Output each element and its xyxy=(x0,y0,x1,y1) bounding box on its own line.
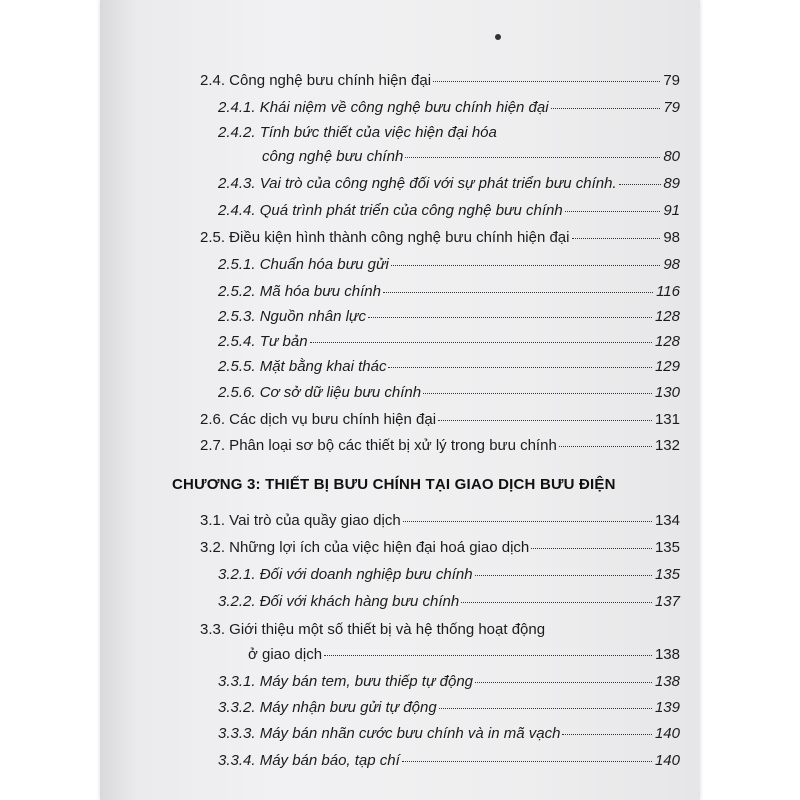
toc-entry-3-3-4 xyxy=(218,752,680,769)
toc-entry-2-5-3 xyxy=(218,308,680,325)
toc-page: 89 xyxy=(663,175,680,192)
toc-page: 128 xyxy=(654,308,680,325)
toc-entry-2-4-4 xyxy=(218,202,680,219)
toc-label: 2.5.1. Chuẩn hóa bưu gửi xyxy=(218,256,389,273)
chapter-heading: CHƯƠNG 3: THIẾT BỊ BƯU CHÍNH TẠI GIAO DỊCH BƯU ĐIỆN xyxy=(172,476,616,493)
dot-leader xyxy=(475,575,652,576)
dot-leader xyxy=(559,446,652,447)
toc-entry-2-4 xyxy=(200,72,680,89)
dot-leader xyxy=(388,367,652,368)
toc-label: ở giao dịch xyxy=(248,646,323,663)
dot-leader xyxy=(368,317,652,318)
toc-label: 2.5.6. Cơ sở dữ liệu bưu chính xyxy=(218,384,422,401)
toc-page: 129 xyxy=(654,358,680,375)
toc-page: 116 xyxy=(656,283,680,300)
toc-entry-3-3-1 xyxy=(218,673,680,690)
dot-leader xyxy=(403,521,652,522)
toc-page: 137 xyxy=(654,593,680,610)
toc-entry-2-5 xyxy=(200,229,680,246)
toc-entry-2-6 xyxy=(200,411,680,428)
toc-label: 2.5.5. Mặt bằng khai thác xyxy=(218,358,387,375)
book-page xyxy=(100,0,700,800)
dot-leader xyxy=(438,420,652,421)
toc-label: 2.6. Các dịch vụ bưu chính hiện đại xyxy=(200,411,437,428)
toc-label: 2.5. Điều kiện hình thành công nghệ bưu chính hiện đại xyxy=(200,229,570,246)
toc-page: 140 xyxy=(654,725,680,742)
toc-entry-2-4-3 xyxy=(218,175,680,192)
toc-page: 135 xyxy=(654,539,680,556)
dot-leader xyxy=(475,682,652,683)
toc-page: 132 xyxy=(654,437,680,454)
dot-leader xyxy=(531,548,652,549)
toc-label: 2.7. Phân loại sơ bộ các thiết bị xử lý trong bưu chính xyxy=(200,437,557,454)
toc-label: 3.3.1. Máy bán tem, bưu thiếp tự động xyxy=(218,673,473,690)
dot-leader xyxy=(562,734,652,735)
toc-label: 3.2. Những lợi ích của việc hiện đại hoá giao dịch xyxy=(200,539,530,556)
toc-page: 139 xyxy=(654,699,680,716)
dot-leader xyxy=(619,184,662,185)
toc-label: 2.5.4. Tư bản xyxy=(218,333,308,350)
toc-entry-2-4-1 xyxy=(218,99,680,116)
dot-leader xyxy=(402,761,652,762)
toc-label: 2.5.2. Mã hóa bưu chính xyxy=(218,283,381,300)
toc-entry-3-2 xyxy=(200,539,680,556)
toc-label: 3.1. Vai trò của quầy giao dịch xyxy=(200,512,401,529)
dot-leader xyxy=(383,292,653,293)
toc-label: 2.4.3. Vai trò của công nghệ đối với sự phát triển bưu chính. xyxy=(218,175,617,192)
toc-entry-3-2-2 xyxy=(218,593,680,610)
toc-entry-3-1 xyxy=(200,512,680,529)
dot-leader xyxy=(423,393,652,394)
toc-label: 2.4. Công nghệ bưu chính hiện đại xyxy=(200,72,432,89)
toc-label: 3.3.4. Máy bán báo, tạp chí xyxy=(218,752,400,769)
toc-entry-2-4-2 xyxy=(262,148,680,165)
toc-page: 138 xyxy=(654,646,680,663)
toc-label: 3.2.2. Đối với khách hàng bưu chính xyxy=(218,593,460,610)
toc-page: 79 xyxy=(663,72,680,89)
toc-entry-3-2-1 xyxy=(218,566,680,583)
toc-label: 3.3.3. Máy bán nhãn cước bưu chính và in mã vạch xyxy=(218,725,561,742)
toc-entry-2-5-6 xyxy=(218,384,680,401)
dot-leader xyxy=(391,265,661,266)
dot-leader xyxy=(572,238,661,239)
toc-entry-2-5-1 xyxy=(218,256,680,273)
toc-page: 91 xyxy=(663,202,680,219)
dot-leader xyxy=(551,108,661,109)
toc-entry-3-3-3 xyxy=(218,725,680,742)
toc-entry-2-5-5 xyxy=(218,358,680,375)
dot-leader xyxy=(405,157,660,158)
toc-page: 130 xyxy=(654,384,680,401)
toc-label: 2.4.4. Quá trình phát triển của công nghệ bưu chính xyxy=(218,202,563,219)
toc-page: 128 xyxy=(654,333,680,350)
dot-leader xyxy=(433,81,660,82)
toc-page: 98 xyxy=(663,256,680,273)
toc-page: 135 xyxy=(654,566,680,583)
toc-page: 140 xyxy=(654,752,680,769)
toc-entry-3-3 xyxy=(248,646,680,663)
toc-page: 131 xyxy=(654,411,680,428)
toc-label: 3.2.1. Đối với doanh nghiệp bưu chính xyxy=(218,566,473,583)
toc-page: 80 xyxy=(663,148,680,165)
toc-label: 3.3.2. Máy nhận bưu gửi tự động xyxy=(218,699,437,716)
toc-page: 98 xyxy=(663,229,680,246)
dot-leader xyxy=(324,655,652,656)
toc-page: 134 xyxy=(654,512,680,529)
dot-leader xyxy=(565,211,661,212)
toc-entry-3-3-line1: 3.3. Giới thiệu một số thiết bị và hệ thống hoạt động xyxy=(200,621,546,638)
toc-page: 79 xyxy=(663,99,680,116)
dot-leader xyxy=(310,342,652,343)
dot-leader xyxy=(439,708,652,709)
dot-leader xyxy=(461,602,652,603)
toc-entry-2-5-4 xyxy=(218,333,680,350)
table-of-contents xyxy=(100,0,700,800)
toc-entry-2-5-2 xyxy=(218,283,680,300)
toc-entry-3-3-2 xyxy=(218,699,680,716)
toc-label: 2.4.1. Khái niệm về công nghệ bưu chính hiện đại xyxy=(218,99,549,116)
toc-label: công nghệ bưu chính xyxy=(262,148,404,165)
toc-page: 138 xyxy=(654,673,680,690)
toc-entry-2-7 xyxy=(200,437,680,454)
toc-entry-2-4-2-line1: 2.4.2. Tính bức thiết của việc hiện đại hóa xyxy=(218,124,497,141)
toc-label: 2.5.3. Nguồn nhân lực xyxy=(218,308,366,325)
